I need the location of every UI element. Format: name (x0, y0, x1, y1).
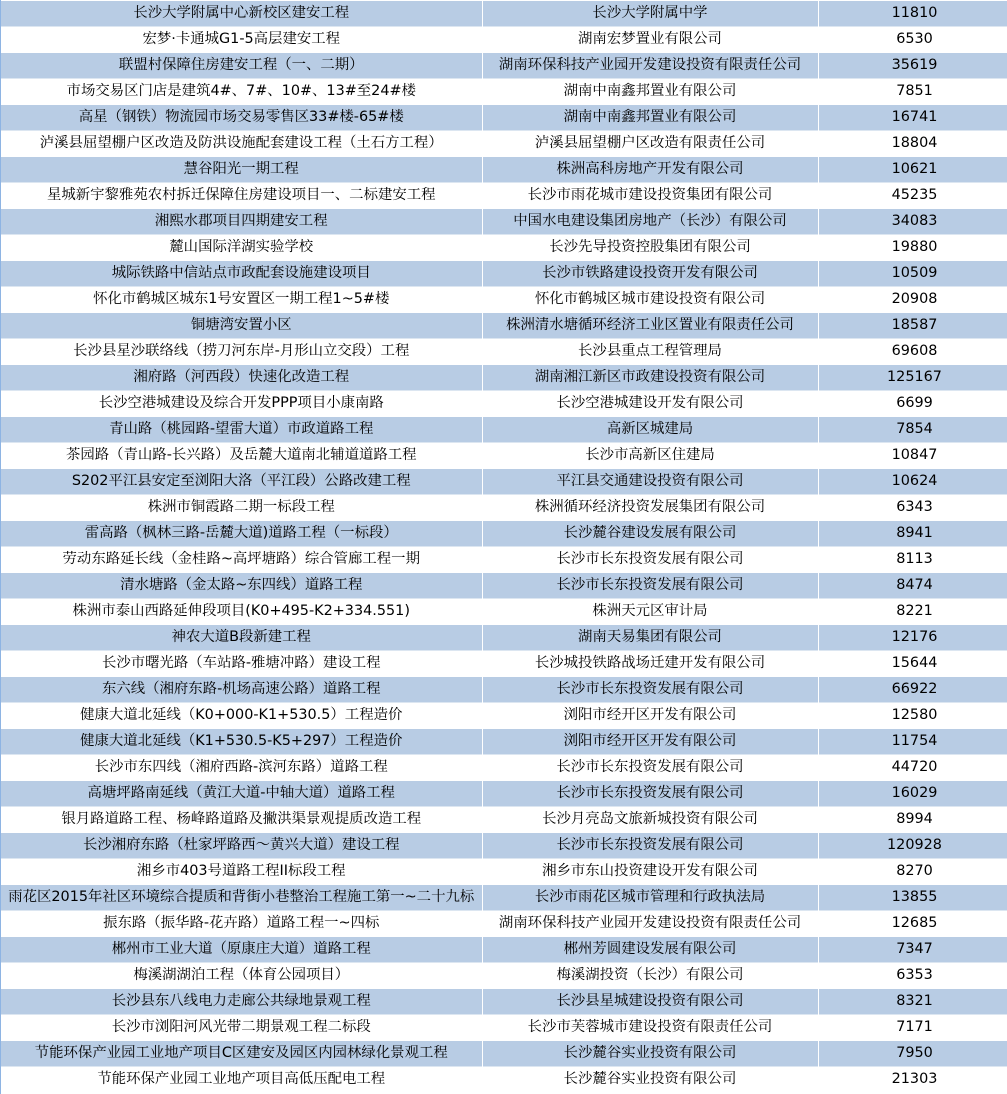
project-name-cell[interactable]: 湘乡市403号道路工程II标段工程 (1, 859, 482, 885)
owner-cell[interactable]: 高新区城建局 (482, 417, 818, 443)
amount-cell[interactable]: 16741 (818, 105, 1007, 131)
project-table (1, 0, 1007, 1093)
project-name-cell[interactable]: 市场交易区门店是建筑4#、7#、10#、13#至24#楼 (1, 79, 482, 105)
owner-cell[interactable]: 湘乡市东山投资建设开发有限公司 (482, 859, 818, 885)
table-row (1, 755, 1007, 781)
amount-cell[interactable]: 10847 (818, 443, 1007, 469)
amount-cell[interactable]: 8474 (818, 573, 1007, 599)
table-row (1, 963, 1007, 989)
project-name-cell[interactable]: 长沙市东四线（湘府西路-滨河东路）道路工程 (1, 755, 482, 781)
project-name-cell[interactable]: 怀化市鹤城区城东1号安置区一期工程1~5#楼 (1, 287, 482, 313)
amount-cell[interactable]: 8221 (818, 599, 1007, 625)
amount-cell[interactable]: 44720 (818, 755, 1007, 781)
table-row (1, 495, 1007, 521)
owner-cell[interactable]: 湖南湘江新区市政建设投资有限公司 (482, 365, 818, 391)
amount-cell[interactable]: 12580 (818, 703, 1007, 729)
amount-cell[interactable]: 7851 (818, 79, 1007, 105)
amount-cell[interactable]: 66922 (818, 677, 1007, 703)
project-name-cell[interactable]: 铜塘湾安置小区 (1, 313, 482, 339)
amount-cell[interactable]: 8321 (818, 989, 1007, 1015)
table-row (1, 937, 1007, 963)
table-row (1, 365, 1007, 391)
project-name-cell[interactable]: 健康大道北延线（K0+000-K1+530.5）工程造价 (1, 703, 482, 729)
table-row (1, 209, 1007, 235)
table-row (1, 1067, 1007, 1093)
project-name-cell[interactable]: 长沙市曙光路（车站路-雅塘冲路）建设工程 (1, 651, 482, 677)
table-row (1, 1015, 1007, 1041)
table-row (1, 781, 1007, 807)
project-name-cell[interactable]: S202平江县安定至浏阳大洛（平江段）公路改建工程 (1, 469, 482, 495)
table-row (1, 261, 1007, 287)
project-name-cell[interactable]: 青山路（桃园路-望雷大道）市政道路工程 (1, 417, 482, 443)
project-name-cell[interactable]: 宏梦·卡通城G1-5高层建安工程 (1, 27, 482, 53)
table-row (1, 287, 1007, 313)
project-name-cell[interactable]: 城际铁路中信站点市政配套设施建设项目 (1, 261, 482, 287)
table-row (1, 885, 1007, 911)
table-row (1, 729, 1007, 755)
table-row (1, 235, 1007, 261)
owner-cell[interactable]: 长沙市长东投资发展有限公司 (482, 755, 818, 781)
owner-cell[interactable]: 长沙市长东投资发展有限公司 (482, 677, 818, 703)
owner-cell[interactable]: 湖南天易集团有限公司 (482, 625, 818, 651)
amount-cell[interactable]: 12685 (818, 911, 1007, 937)
owner-cell[interactable]: 长沙麓谷实业投资有限公司 (482, 1067, 818, 1093)
owner-cell[interactable]: 湖南宏梦置业有限公司 (482, 27, 818, 53)
amount-cell[interactable]: 11810 (818, 1, 1007, 27)
project-name-cell[interactable]: 长沙市浏阳河风光带二期景观工程二标段 (1, 1015, 482, 1041)
table-row (1, 79, 1007, 105)
table-row (1, 183, 1007, 209)
owner-cell[interactable]: 长沙市长东投资发展有限公司 (482, 573, 818, 599)
amount-cell[interactable]: 18587 (818, 313, 1007, 339)
owner-cell[interactable]: 株洲天元区审计局 (482, 599, 818, 625)
table-row (1, 807, 1007, 833)
amount-cell[interactable]: 125167 (818, 365, 1007, 391)
amount-cell[interactable]: 15644 (818, 651, 1007, 677)
amount-cell[interactable]: 20908 (818, 287, 1007, 313)
owner-cell[interactable]: 湖南环保科技产业园开发建设投资有限责任公司 (482, 911, 818, 937)
project-name-cell[interactable]: 节能环保产业园工业地产项目高低压配电工程 (1, 1067, 482, 1093)
project-name-cell[interactable]: 联盟村保障住房建安工程（一、二期） (1, 53, 482, 79)
project-name-cell[interactable]: 高塘坪路南延线（黄江大道-中轴大道）道路工程 (1, 781, 482, 807)
owner-cell[interactable]: 长沙市芙蓉城市建设投资有限责任公司 (482, 1015, 818, 1041)
amount-cell[interactable]: 34083 (818, 209, 1007, 235)
amount-cell[interactable]: 6699 (818, 391, 1007, 417)
amount-cell[interactable]: 7854 (818, 417, 1007, 443)
project-name-cell[interactable]: 长沙空港城建设及综合开发PPP项目小康南路 (1, 391, 482, 417)
amount-cell[interactable]: 16029 (818, 781, 1007, 807)
amount-cell[interactable]: 10509 (818, 261, 1007, 287)
amount-cell[interactable]: 120928 (818, 833, 1007, 859)
project-name-cell[interactable]: 长沙大学附属中心新校区建安工程 (1, 1, 482, 27)
table-row (1, 599, 1007, 625)
project-name-cell[interactable]: 泸溪县屈望棚户区改造及防洪设施配套建设工程（土石方工程） (1, 131, 482, 157)
project-name-cell[interactable]: 银月路道路工程、杨峰路道路及撇洪渠景观提质改造工程 (1, 807, 482, 833)
amount-cell[interactable]: 13855 (818, 885, 1007, 911)
project-name-cell[interactable]: 雷高路（枫林三路-岳麓大道)道路工程（一标段） (1, 521, 482, 547)
owner-cell[interactable]: 梅溪湖投资（长沙）有限公司 (482, 963, 818, 989)
project-name-cell[interactable]: 劳动东路延长线（金桂路~高坪塘路）综合管廊工程一期 (1, 547, 482, 573)
project-name-cell[interactable]: 东六线（湘府东路-机场高速公路）道路工程 (1, 677, 482, 703)
owner-cell[interactable]: 长沙县星城建设投资有限公司 (482, 989, 818, 1015)
amount-cell[interactable]: 19880 (818, 235, 1007, 261)
owner-cell[interactable]: 怀化市鹤城区城市建设投资有限公司 (482, 287, 818, 313)
project-name-cell[interactable]: 郴州市工业大道（原康庄大道）道路工程 (1, 937, 482, 963)
project-name-cell[interactable]: 振东路（振华路-花卉路）道路工程一~四标 (1, 911, 482, 937)
table-row (1, 391, 1007, 417)
project-name-cell[interactable]: 长沙县星沙联络线（捞刀河东岸-月形山立交段）工程 (1, 339, 482, 365)
amount-cell[interactable]: 10624 (818, 469, 1007, 495)
owner-cell[interactable]: 长沙市雨花区城市管理和行政执法局 (482, 885, 818, 911)
owner-cell[interactable]: 郴州芳圆建设发展有限公司 (482, 937, 818, 963)
owner-cell[interactable]: 长沙城投铁路战场迁建开发有限公司 (482, 651, 818, 677)
table-row (1, 573, 1007, 599)
amount-cell[interactable]: 10621 (818, 157, 1007, 183)
owner-cell[interactable]: 株洲高科房地产开发有限公司 (482, 157, 818, 183)
amount-cell[interactable]: 7171 (818, 1015, 1007, 1041)
owner-cell[interactable]: 长沙月亮岛文旅新城投资有限公司 (482, 807, 818, 833)
amount-cell[interactable]: 7950 (818, 1041, 1007, 1067)
project-name-cell[interactable]: 梅溪湖湖泊工程（体育公园项目） (1, 963, 482, 989)
table-row (1, 339, 1007, 365)
project-name-cell[interactable]: 清水塘路（金太路~东四线）道路工程 (1, 573, 482, 599)
project-name-cell[interactable]: 慧谷阳光一期工程 (1, 157, 482, 183)
project-name-cell[interactable]: 湘府路（河西段）快速化改造工程 (1, 365, 482, 391)
amount-cell[interactable]: 8113 (818, 547, 1007, 573)
project-name-cell[interactable]: 株洲市泰山西路延伸段项目(K0+495-K2+334.551) (1, 599, 482, 625)
table-row (1, 27, 1007, 53)
owner-cell[interactable]: 湖南中南鑫邦置业有限公司 (482, 79, 818, 105)
owner-cell[interactable]: 长沙麓谷建设发展有限公司 (482, 521, 818, 547)
table-row (1, 911, 1007, 937)
owner-cell[interactable]: 长沙市高新区住建局 (482, 443, 818, 469)
amount-cell[interactable]: 69608 (818, 339, 1007, 365)
table-row (1, 677, 1007, 703)
table-row (1, 1041, 1007, 1067)
amount-cell[interactable]: 18804 (818, 131, 1007, 157)
table-row (1, 833, 1007, 859)
project-name-cell[interactable]: 高星（钢铁）物流园市场交易零售区33#楼-65#楼 (1, 105, 482, 131)
table-row (1, 53, 1007, 79)
amount-cell[interactable]: 12176 (818, 625, 1007, 651)
project-name-cell[interactable]: 湘熙水郡项目四期建安工程 (1, 209, 482, 235)
project-name-cell[interactable]: 星城新宇黎雅苑农村拆迁保障住房建设项目一、二标建安工程 (1, 183, 482, 209)
table-row (1, 417, 1007, 443)
owner-cell[interactable]: 长沙市长东投资发展有限公司 (482, 833, 818, 859)
table-row (1, 443, 1007, 469)
amount-cell[interactable]: 6530 (818, 27, 1007, 53)
owner-cell[interactable]: 浏阳市经开区开发有限公司 (482, 729, 818, 755)
owner-cell[interactable]: 湖南环保科技产业园开发建设投资有限责任公司 (482, 53, 818, 79)
amount-cell[interactable]: 45235 (818, 183, 1007, 209)
table-row (1, 313, 1007, 339)
amount-cell[interactable]: 21303 (818, 1067, 1007, 1093)
table-row (1, 521, 1007, 547)
table-row (1, 1, 1007, 27)
amount-cell[interactable]: 7347 (818, 937, 1007, 963)
table-row (1, 131, 1007, 157)
owner-cell[interactable]: 长沙市长东投资发展有限公司 (482, 547, 818, 573)
owner-cell[interactable]: 长沙先导投资控股集团有限公司 (482, 235, 818, 261)
table-row (1, 625, 1007, 651)
project-name-cell[interactable]: 长沙湘府东路（杜家坪路西～黄兴大道）建设工程 (1, 833, 482, 859)
table-row (1, 859, 1007, 885)
amount-cell[interactable]: 35619 (818, 53, 1007, 79)
table-row (1, 469, 1007, 495)
owner-cell[interactable]: 中国水电建设集团房地产（长沙）有限公司 (482, 209, 818, 235)
amount-cell[interactable]: 6353 (818, 963, 1007, 989)
owner-cell[interactable]: 泸溪县屈望棚户区改造有限责任公司 (482, 131, 818, 157)
amount-cell[interactable]: 11754 (818, 729, 1007, 755)
owner-cell[interactable]: 株洲清水塘循环经济工业区置业有限责任公司 (482, 313, 818, 339)
project-name-cell[interactable]: 株洲市铜霞路二期一标段工程 (1, 495, 482, 521)
project-name-cell[interactable]: 健康大道北延线（K1+530.5-K5+297）工程造价 (1, 729, 482, 755)
table-row (1, 547, 1007, 573)
project-name-cell[interactable]: 雨花区2015年社区环境综合提质和背街小巷整治工程施工第一~二十九标 (1, 885, 482, 911)
table-row (1, 703, 1007, 729)
owner-cell[interactable]: 长沙市铁路建设投资开发有限公司 (482, 261, 818, 287)
project-name-cell[interactable]: 麓山国际洋湖实验学校 (1, 235, 482, 261)
table-row (1, 989, 1007, 1015)
owner-cell[interactable]: 浏阳市经开区开发有限公司 (482, 703, 818, 729)
owner-cell[interactable]: 长沙市长东投资发展有限公司 (482, 781, 818, 807)
owner-cell[interactable]: 长沙麓谷实业投资有限公司 (482, 1041, 818, 1067)
owner-cell[interactable]: 长沙大学附属中学 (482, 1, 818, 27)
amount-cell[interactable]: 6343 (818, 495, 1007, 521)
owner-cell[interactable]: 湖南中南鑫邦置业有限公司 (482, 105, 818, 131)
project-name-cell[interactable]: 茶园路（青山路-长兴路）及岳麓大道南北辅道道路工程 (1, 443, 482, 469)
table-row (1, 105, 1007, 131)
project-name-cell[interactable]: 神农大道B段新建工程 (1, 625, 482, 651)
owner-cell[interactable]: 长沙空港城建设开发有限公司 (482, 391, 818, 417)
project-name-cell[interactable]: 节能环保产业园工业地产项目C区建安及园区内园林绿化景观工程 (1, 1041, 482, 1067)
owner-cell[interactable]: 长沙市雨花城市建设投资集团有限公司 (482, 183, 818, 209)
project-name-cell[interactable]: 长沙县东八线电力走廊公共绿地景观工程 (1, 989, 482, 1015)
project-table-body (1, 1, 1007, 1093)
amount-cell[interactable]: 8941 (818, 521, 1007, 547)
amount-cell[interactable]: 8994 (818, 807, 1007, 833)
owner-cell[interactable]: 长沙县重点工程管理局 (482, 339, 818, 365)
owner-cell[interactable]: 株洲循环经济投资发展集团有限公司 (482, 495, 818, 521)
owner-cell[interactable]: 平江县交通建设投资有限公司 (482, 469, 818, 495)
table-row (1, 157, 1007, 183)
amount-cell[interactable]: 8270 (818, 859, 1007, 885)
table-row (1, 651, 1007, 677)
